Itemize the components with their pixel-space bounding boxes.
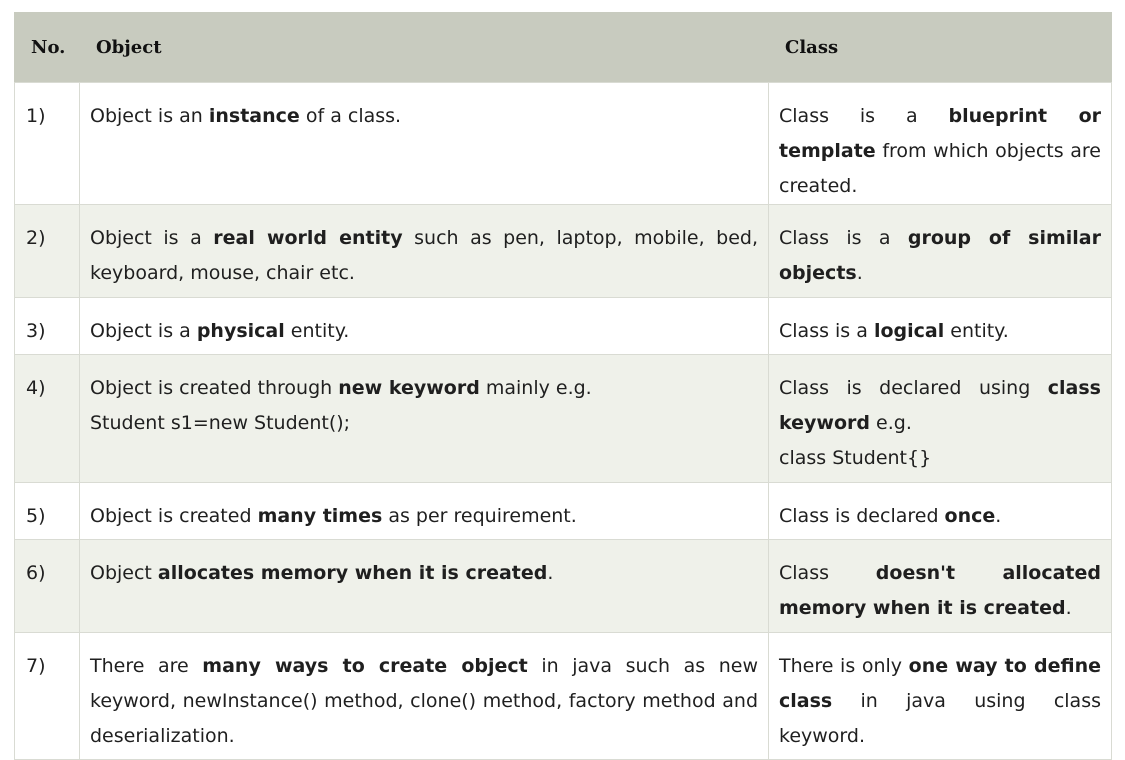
text: Object is created through — [90, 377, 339, 399]
header-object: Object — [80, 13, 769, 83]
class-cell — [769, 205, 1112, 298]
table-row — [15, 298, 1112, 355]
table-row — [15, 483, 1112, 540]
text: Class is a — [779, 105, 949, 127]
text: Class is declared — [779, 505, 945, 527]
text: . — [856, 262, 863, 284]
bold-text: class keyword — [779, 377, 1101, 434]
object-cell — [80, 540, 769, 633]
class-cell — [769, 633, 1112, 760]
object-cell — [80, 205, 769, 298]
text: Object is created — [90, 505, 258, 527]
bold-text: new keyword — [338, 377, 480, 399]
table-row — [15, 540, 1112, 633]
text: as per requirement. — [382, 505, 577, 527]
object-cell — [80, 483, 769, 540]
bold-text: many ways to create object — [202, 655, 528, 677]
object-cell — [80, 355, 769, 483]
bold-text: one way to define class — [779, 655, 1101, 712]
text: class Student{} — [779, 447, 932, 469]
text: in java using class keyword. — [779, 690, 1101, 747]
text: Object is a — [90, 320, 197, 342]
object-vs-class-table — [14, 12, 1112, 760]
text: of a class. — [299, 105, 402, 127]
bold-text: physical — [196, 320, 285, 342]
text: Class is declared using — [779, 377, 1048, 399]
object-cell — [80, 298, 769, 355]
text: Student s1=new Student(); — [90, 412, 351, 434]
bold-text: instance — [208, 105, 300, 127]
class-cell — [769, 483, 1112, 540]
comparison-table-container — [14, 12, 1111, 760]
bold-text: once — [944, 505, 996, 527]
text: Object is an — [90, 105, 209, 127]
table-row — [15, 355, 1112, 483]
header-class: Class — [769, 13, 1112, 83]
table-row — [15, 205, 1112, 298]
text: Class is a — [779, 320, 874, 342]
row-number: 5) — [15, 483, 80, 540]
bold-text: blueprint or template — [779, 105, 1101, 162]
table-row — [15, 83, 1112, 205]
table-row — [15, 633, 1112, 760]
object-cell — [80, 83, 769, 205]
bold-text: real world entity — [213, 227, 403, 249]
class-cell — [769, 298, 1112, 355]
text: entity. — [944, 320, 1009, 342]
text: There is only — [779, 655, 909, 677]
bold-text: many times — [257, 505, 383, 527]
text: Object is a — [90, 227, 214, 249]
class-cell — [769, 355, 1112, 483]
object-cell — [80, 633, 769, 760]
text: There are — [90, 655, 203, 677]
text: Class is a — [779, 227, 908, 249]
row-number: 7) — [15, 633, 80, 760]
text: entity. — [284, 320, 350, 342]
text: Class — [779, 562, 876, 584]
row-number: 1) — [15, 83, 80, 205]
text: from which objects are created. — [779, 140, 1101, 197]
row-number: 2) — [15, 205, 80, 298]
text: Object — [90, 562, 158, 584]
header-row — [15, 13, 1112, 83]
bold-text: allocates memory when it is created — [157, 562, 548, 584]
bold-text: group of similar objects — [779, 227, 1101, 284]
text: . — [1065, 597, 1072, 619]
text: . — [547, 562, 554, 584]
text: such as pen, laptop, mobile, bed, keyboard, mouse, chair etc. — [90, 227, 758, 284]
text: . — [995, 505, 1002, 527]
class-cell — [769, 83, 1112, 205]
row-number: 3) — [15, 298, 80, 355]
header-no: No. — [15, 13, 80, 83]
class-cell — [769, 540, 1112, 633]
text: in java such as new keyword, newInstance() method, clone() method, factory method and deserialization. — [90, 655, 758, 747]
text: mainly e.g. — [479, 377, 592, 399]
bold-text: doesn't allocated memory when it is created — [779, 562, 1101, 619]
bold-text: logical — [873, 320, 945, 342]
row-number: 4) — [15, 355, 80, 483]
row-number: 6) — [15, 540, 80, 633]
text: e.g. — [869, 412, 912, 434]
